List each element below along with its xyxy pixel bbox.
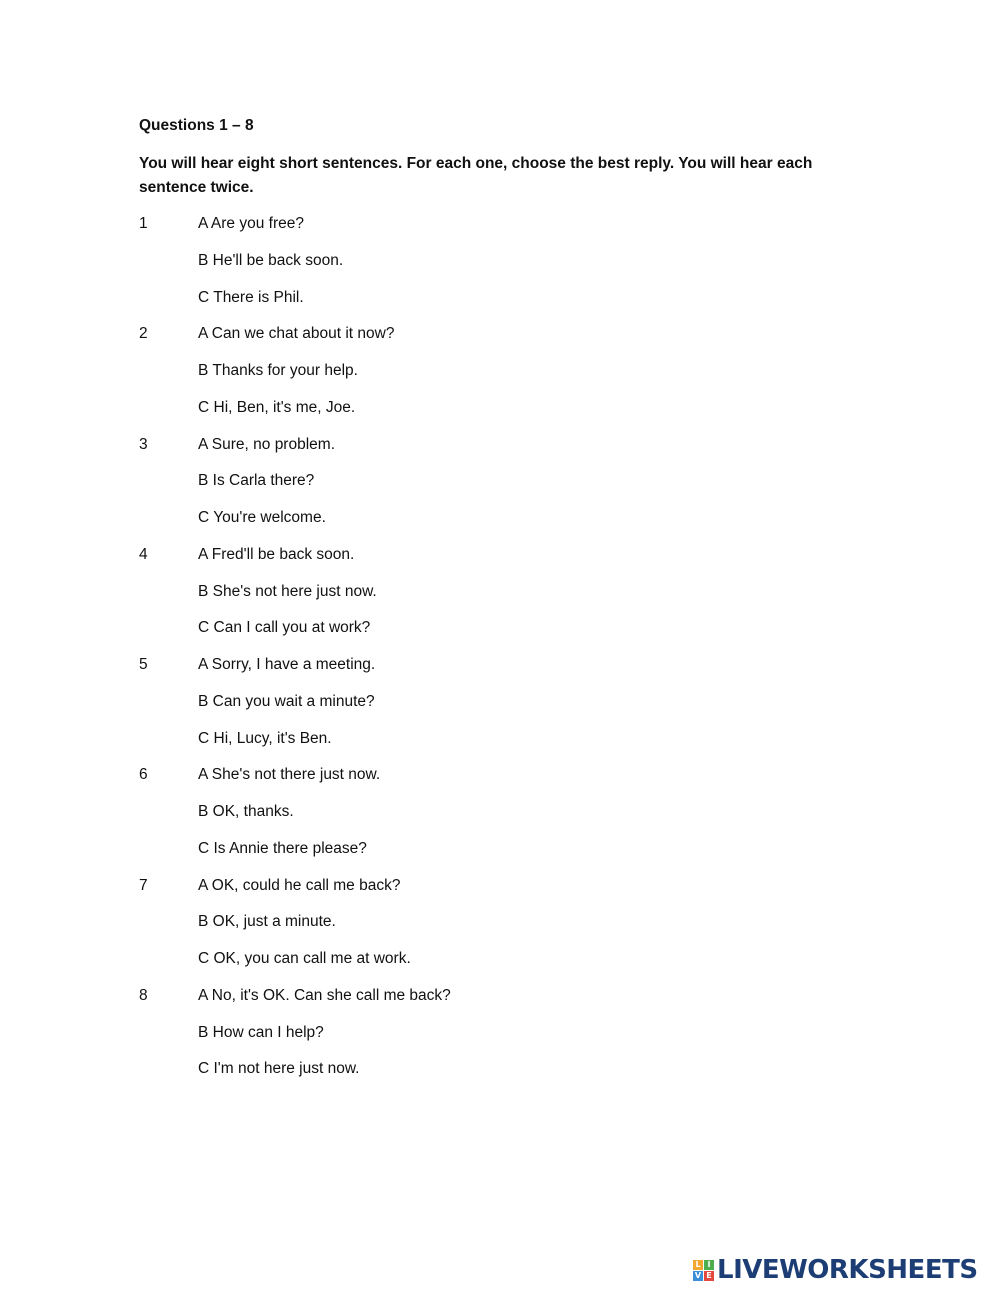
option-text: C Is Annie there please? bbox=[198, 839, 367, 857]
logo-mark-tile: E bbox=[704, 1271, 714, 1281]
question-number: 3 bbox=[139, 435, 148, 453]
option-text: C I'm not here just now. bbox=[198, 1060, 360, 1078]
option-row bbox=[139, 1058, 839, 1095]
option-text: C Hi, Lucy, it's Ben. bbox=[198, 729, 332, 747]
option-text: A Sorry, I have a meeting. bbox=[198, 656, 376, 673]
option-row bbox=[139, 654, 839, 691]
option-text: B OK, thanks. bbox=[198, 803, 294, 820]
option-text: A Can we chat about it now? bbox=[198, 325, 395, 343]
option-row bbox=[139, 801, 839, 838]
question-number: 5 bbox=[139, 656, 148, 673]
option-row bbox=[139, 287, 839, 324]
option-text: B OK, just a minute. bbox=[198, 913, 336, 931]
option-row bbox=[139, 397, 839, 434]
logo-text: LIVEWORKSHEETS bbox=[717, 1255, 978, 1285]
logo-mark-tile: V bbox=[694, 1270, 702, 1280]
option-row bbox=[139, 434, 839, 471]
option-text: A No, it's OK. Can she call me back? bbox=[198, 986, 451, 1004]
option-row bbox=[139, 838, 839, 875]
option-row bbox=[139, 250, 839, 287]
option-row bbox=[139, 470, 839, 507]
question-number: 8 bbox=[139, 986, 148, 1004]
option-text: A She's not there just now. bbox=[198, 766, 381, 784]
option-text: A Are you free? bbox=[198, 215, 304, 232]
option-row bbox=[139, 544, 839, 581]
option-row bbox=[139, 728, 839, 765]
option-text: B Can you wait a minute? bbox=[198, 692, 375, 710]
question-list bbox=[139, 213, 839, 1095]
option-row bbox=[139, 360, 839, 397]
option-text: C OK, you can call me at work. bbox=[198, 950, 411, 967]
question-number: 7 bbox=[139, 876, 148, 894]
question-number: 2 bbox=[139, 325, 148, 343]
option-row bbox=[139, 507, 839, 544]
logo-mark-tile: L bbox=[693, 1260, 703, 1270]
option-text: A OK, could he call me back? bbox=[198, 876, 401, 894]
option-text: A Sure, no problem. bbox=[198, 435, 335, 453]
option-text: C Can I call you at work? bbox=[198, 619, 371, 637]
logo-mark-tile: I bbox=[704, 1260, 714, 1270]
option-row bbox=[139, 1022, 839, 1059]
option-row bbox=[139, 213, 839, 250]
question-number: 1 bbox=[139, 215, 148, 232]
option-text: B Is Carla there? bbox=[198, 472, 315, 490]
option-row bbox=[139, 911, 839, 948]
question-number: 6 bbox=[139, 766, 148, 784]
option-row bbox=[139, 948, 839, 985]
option-text: C Hi, Ben, it's me, Joe. bbox=[198, 398, 356, 416]
option-text: C You're welcome. bbox=[198, 509, 326, 526]
option-text: B He'll be back soon. bbox=[198, 251, 344, 269]
logo-mark-icon bbox=[693, 1260, 714, 1281]
liveworksheets-logo bbox=[693, 1254, 978, 1286]
section-heading: Questions 1 – 8 bbox=[139, 117, 254, 134]
option-text: C There is Phil. bbox=[198, 288, 304, 306]
option-text: B How can I help? bbox=[198, 1023, 324, 1041]
option-text: A Fred'll be back soon. bbox=[198, 545, 355, 563]
question-number: 4 bbox=[139, 545, 148, 563]
option-row bbox=[139, 764, 839, 801]
option-row bbox=[139, 581, 839, 618]
option-row bbox=[139, 617, 839, 654]
instructions-text: You will hear eight short sentences. For each one, choose the best reply. You will hear each sentence twice. bbox=[139, 155, 813, 196]
option-text: B She's not here just now. bbox=[198, 582, 377, 600]
option-text: B Thanks for your help. bbox=[198, 362, 358, 379]
option-row bbox=[139, 323, 839, 360]
option-row bbox=[139, 875, 839, 912]
option-row bbox=[139, 691, 839, 728]
option-row bbox=[139, 985, 839, 1022]
